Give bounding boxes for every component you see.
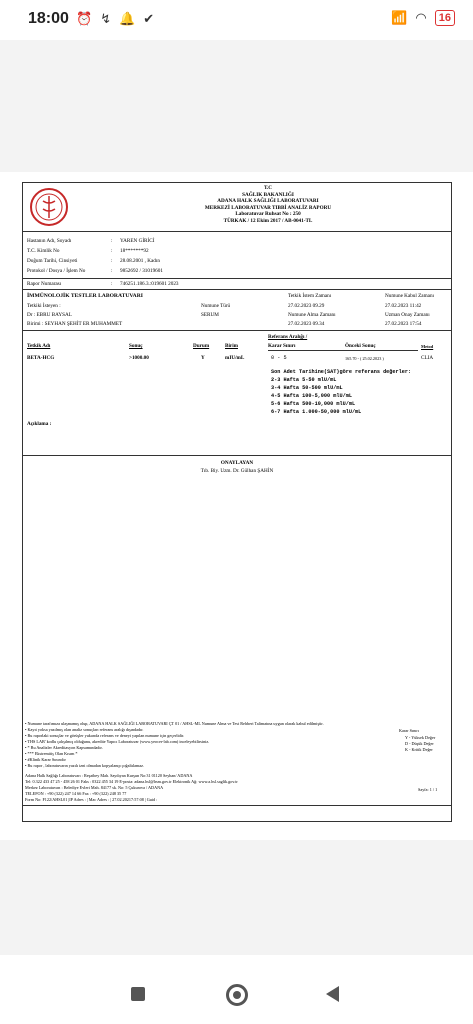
report-number: 746251.186.3.:019601 2023	[120, 281, 179, 287]
footer-note: • *** Ekstremitiş Olan Kısım *	[25, 751, 78, 756]
unit-header: Birim	[225, 343, 238, 349]
sample-type-label: Numune Türü	[201, 303, 231, 309]
form-info-line: Form No: F122/AHSL01 |IP Adres : | Mac Adres : | 27.02.20217:57:08 | Guid :	[25, 797, 158, 802]
lab-report-page[interactable]: T.C SAĞLIK BAKANLIĞI ADANA HALK SAĞLIĞI LABORATUVARI MERKEZİ LABORATUVAR TIBBİ ANALİZ RAPORU Laboratuvar Ruhsat No : 250 TÜRKAK / 12 Ekim 2017 / AB-0041-TL Hastanın Adı, Soyadı : YAREN GİRİCİ T.C. Kimlik No : 18*******92 Doğum Tarihi, Cinsiyeti : 28.08.2001 , Kadın Protokol / Dosya / İşlem No : 9852692 / 31019601 Rapor Numarası : 746251.186.3.:019601 2023 İMMÜNOLOJİK TESTLER LABORATUVARI Tetkiki İsteyen : Dr : EBRU BAYSAL Birimi : SEYHAN ŞEHİT ER MUHAMMET Numune Türü SERUM Tetkik İstem Zamanı 27.02.2023 09.29 Numune Alma Zamanı 27.02.2023 09.34 Numune Kabul Zamanı 27.02.2023 11:42 Uzman Onay Zamanı 27.02.2023 17:54 Referans Aralığı / Tetkik Adı Sonuç Durum Birim Karar Sınırı Önceki Sonuç Metod BETA-HCG >1000.00 Y mIU/mL 0 - 5 165.70 - ( 25.02.2023 ) CLIA Son Adet Tarihine(SAT)göre referans değerler: 2-3 Hafta 5-50 mlU/mL 3-4 Hafta 50-500 mlU/mL 4-5 Hafta 100-5,000 mlU/mL 5-6 Hafta 500-10,000 mlU/mL 6-7 Hafta 1.000-50,000 mlU/mL Açıklama : ONAYLAYAN Tıb. Biy. Uzm. Dr. Gülhan ŞAHİN • Numune tarafımıza ulaşmamış olup, ADANA HALK SAĞLIĞI LABORATUVARI ÇT 01 / AHSL-ML Numune Alma ve Test Rehberi Talimatına uygun olarak kabul edilmiştir. • Kayıt yoksa yazılmış olan analiz sonuçları referans aralığı dışındadır. • Bu raporlaki sonuçlar ve görüşler yukarıda referans ve deneyi yapılan numune için geçerlidir. • THS LAB' kodlu çalışılmış olduğunu, akredite Yapıcı Laboratuvar (www.yeocer-lab.com) inceleyebilirsiniz. • * Bu Analizler Akreditasyon Kapsamındadır. • *** Ekstremitiş Olan Kısım * • #Klinik Karar Sınırıdır • Bu rapor , laboratuvarın yazılı izni olmadan kopyalanıp çoğaltılamaz. Karar Sınırı Y - Yüksek Değer D - Düşük Değer K - Kritik Değer Adana Halk Sağlığı Laboratuvarı : Reşatbey Mah. Saydıyan Kurşun No:31 01120 Seyhan/ ADANA Tel: 0.322 433 47 25 - 458 26 01 Faks : 0322 455 34 19 E-posta: adana.hsl@hsm.gov.tr Elektronik Ağ: www.a.hsl.saglik.gov.tr Merkez Laboratuvarı : Belediye Evleri Mah. 84177 sk. No: 5 Çukurova / ADANA TELEFON : +90 (322) 247 14 66 Fax : +90 (322) 248 35 77 Form No: F122/AHSL01 |IP Adres : | Mac Adres : | 27.02.20217:57:08 | Guid : Sayfa: 1 / 1	[22, 182, 452, 822]
test-ref-range: 0 - 5	[271, 355, 287, 361]
approver-name: Tıb. Biy. Uzm. Dr. Gülhan ŞAHİN	[200, 468, 274, 474]
accept-time-label: Numune Kabul Zamanı	[385, 293, 434, 299]
comment-label: Açıklama :	[27, 421, 52, 427]
ref-note-line: 2-3 Hafta 5-50 mlU/mL	[271, 377, 337, 383]
home-button-icon[interactable]	[226, 984, 248, 1006]
legend-item: K - Kritik Değer	[405, 747, 433, 752]
request-time-label: Tetkik İstem Zamanı	[288, 293, 332, 299]
address-line: TELEFON : +90 (322) 247 14 66 Fax : +90 (322) 248 35 77	[25, 791, 127, 796]
approval-title: ONAYLAYAN	[220, 460, 254, 466]
unit: Birimi : SEYHAN ŞEHİT ER MUHAMMET	[27, 321, 123, 327]
method-header: Metod	[421, 344, 434, 349]
patient-dob: 28.08.2001 , Kadın	[120, 258, 160, 264]
ref-note-line: 5-6 Hafta 500-10,000 mlU/mL	[271, 401, 356, 407]
protocol-label: Protokol / Dosya / İşlem No	[27, 268, 86, 274]
clock: 18:00	[28, 10, 69, 27]
footer-note: • THS LAB' kodlu çalışılmış olduğunu, akredite Yapıcı Laboratuvar (www.yeocer-lab.com) inceleyebilirsiniz.	[25, 739, 210, 744]
patient-dob-label: Doğum Tarihi, Cinsiyeti	[27, 258, 78, 264]
alarm-icon: ⏰	[76, 11, 93, 26]
section-title: İMMÜNOLOJİK TESTLER LABORATUVARI	[27, 293, 143, 299]
report-number-label: Rapor Numarası	[27, 281, 62, 287]
ref-note-line: 3-4 Hafta 50-500 mlU/mL	[271, 385, 343, 391]
wifi-icon: ◠	[415, 10, 427, 25]
footer-note: • #Klinik Karar Sınırıdır	[25, 757, 66, 762]
legend-item: Y - Yüksek Değer	[405, 735, 436, 740]
report-header	[133, 185, 403, 225]
test-method: CLIA	[421, 355, 434, 361]
legend-item: D - Düşük Değer	[405, 741, 434, 746]
ref-note-line: 4-5 Hafta 100-5,000 mlU/mL	[271, 393, 352, 399]
sample-time-label: Numune Alma Zamanı	[288, 312, 336, 318]
ref-range-top-header: Referans Aralığı /	[268, 334, 308, 340]
status-bar	[0, 0, 473, 40]
prev-result-header: Önceki Sonuç	[345, 343, 376, 349]
test-status: Y	[201, 355, 205, 361]
viewer-background-bottom	[0, 840, 473, 955]
test-name: BETA-HCG	[27, 355, 55, 361]
result-header: Sonuç	[129, 343, 143, 349]
footer-note: • Bu raporlaki sonuçlar ve görüşler yukarıda referans ve deneyi yapılan numune için geçerlidir.	[25, 733, 185, 738]
ref-note-line: 6-7 Hafta 1.000-50,000 mlU/mL	[271, 409, 362, 415]
page-number: Sayfa: 1 / 1	[418, 787, 438, 792]
check-download-icon: ✔	[143, 11, 155, 26]
sample-time: 27.02.2023 09.34	[288, 321, 325, 327]
legend-title: Karar Sınırı	[399, 728, 419, 733]
back-button-icon[interactable]	[326, 986, 339, 1002]
ministry-logo-icon	[29, 187, 69, 227]
header-ministry: SAĞLIK BAKANLIĞI	[242, 191, 294, 198]
patient-id: 18*******92	[120, 248, 149, 254]
header-tc: T.C	[263, 185, 273, 191]
approve-time: 27.02.2023 17:54	[385, 321, 422, 327]
signal-icon: 📶	[391, 10, 408, 25]
footer-note: • Bu rapor , laboratuvarın yazılı izni olmadan kopyalanıp çoğaltılamaz.	[25, 763, 145, 768]
accept-time: 27.02.2023 11:42	[385, 303, 422, 309]
viewer-background-top	[0, 40, 473, 172]
doctor: Dr : EBRU BAYSAL	[27, 312, 72, 318]
battery-icon: 16	[435, 10, 455, 26]
approve-time-label: Uzman Onay Zamanı	[385, 312, 430, 318]
status-header: Durum	[193, 343, 210, 349]
address-line: Tel: 0.322 433 47 25 - 458 26 01 Faks : 0322 455 34 19 E-posta: adana.hsl@hsm.gov.tr Elektronik Ağ: www.a.hsl.saglik.gov.tr	[25, 779, 238, 784]
sample-type: SERUM	[201, 312, 219, 318]
patient-name: YAREN GİRİCİ	[120, 238, 155, 244]
header-license: Laboratuvar Ruhsat No : 250	[235, 211, 301, 218]
patient-id-label: T.C. Kimlik No	[27, 248, 60, 254]
notification-bell-icon: 🔔	[119, 11, 136, 26]
patient-name-label: Hastanın Adı, Soyadı	[27, 238, 72, 244]
header-center: MERKEZİ LABORATUVAR TIBBİ ANALİZ RAPORU	[204, 204, 332, 211]
missed-call-icon: ↯	[100, 11, 112, 26]
requester-label: Tetkiki İsteyen :	[27, 303, 61, 309]
ref-note-title: Son Adet Tarihine(SAT)göre referans değerler:	[271, 369, 412, 375]
ref-header: Karar Sınırı	[268, 343, 296, 349]
address-line: Merkez Laboratuvarı : Belediye Evleri Mah. 84177 sk. No: 5 Çukurova / ADANA	[25, 785, 164, 790]
footer-note: • Kayıt yoksa yazılmış olan analiz sonuçları referans aralığı dışındadır.	[25, 727, 144, 732]
test-name-header: Tetkik Adı	[27, 343, 51, 349]
test-result: >1000.00	[129, 355, 149, 361]
protocol-value: 9852692 / 31019601	[120, 268, 163, 274]
test-prev-result: 165.70 - ( 25.02.2023 )	[345, 356, 384, 361]
recents-button-icon[interactable]	[131, 987, 145, 1001]
request-time: 27.02.2023 09.29	[288, 303, 325, 309]
header-turkak: TÜRKAK / 12 Ekim 2017 / AB-0041-TL	[223, 217, 313, 224]
address-line: Adana Halk Sağlığı Laboratuvarı : Reşatbey Mah. Saydıyan Kurşun No:31 01120 Seyhan/ ADANA	[25, 773, 193, 778]
header-lab: ADANA HALK SAĞLIĞI LABORATUVARI	[217, 198, 319, 205]
test-unit: mIU/mL	[225, 355, 245, 361]
footer-note: • * Bu Analizler Akreditasyon Kapsamındadır.	[25, 745, 103, 750]
footer-note: • Numune tarafımıza ulaşmamış olup, ADANA HALK SAĞLIĞI LABORATUVARI ÇT 01 / AHSL-ML Numune Alma ve Test Rehberi Talimatına uygun olarak kabul edilmiştir.	[25, 721, 324, 726]
